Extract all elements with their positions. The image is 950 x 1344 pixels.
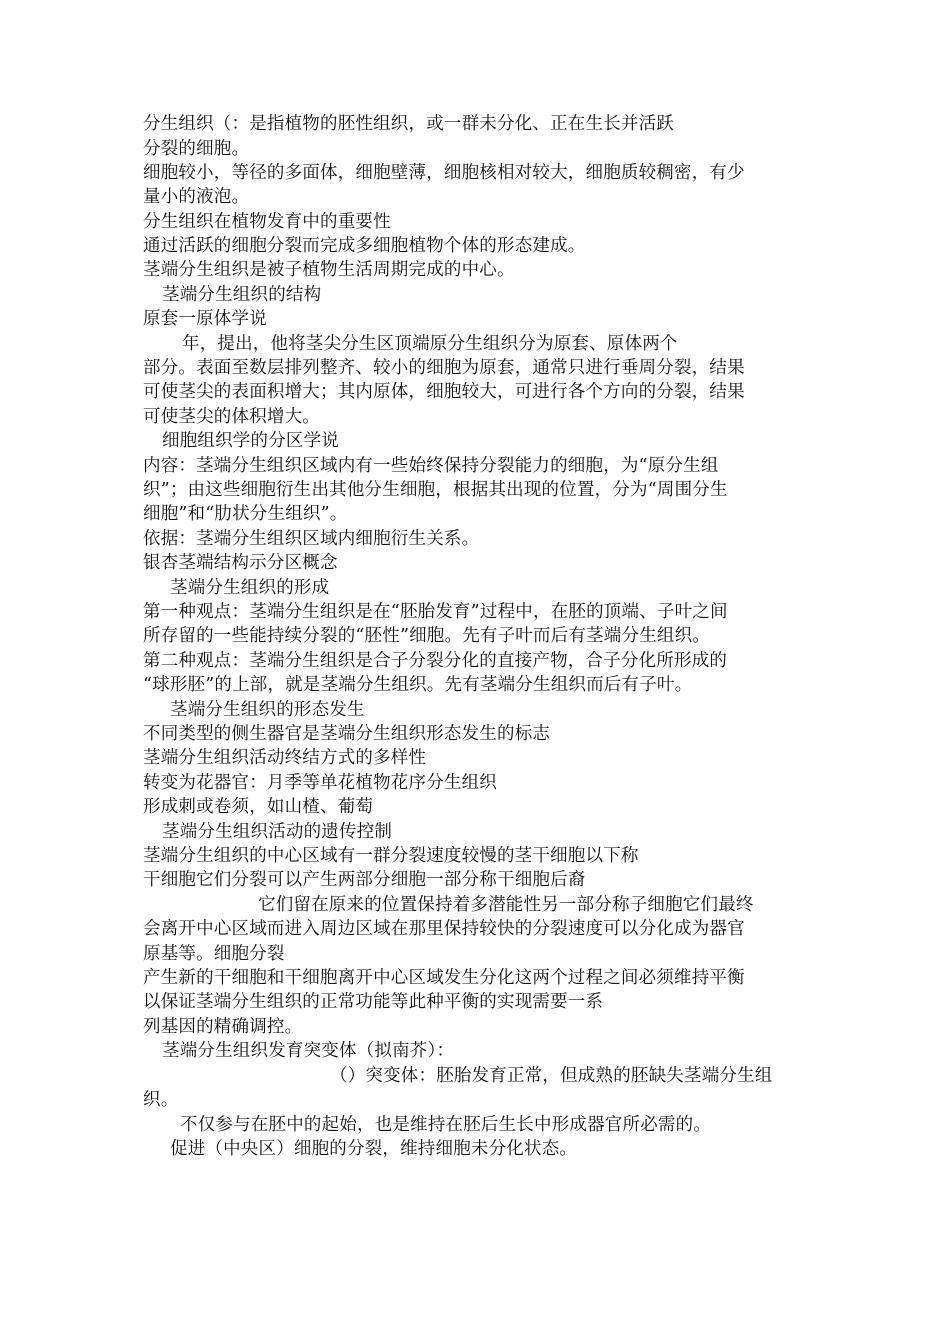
section-heading: 茎端分生组织的形态发生 <box>170 700 365 720</box>
section-heading: 茎端分生组织的形成 <box>170 578 330 598</box>
text-line: 内容：茎端分生组织区域内有一些始终保持分裂能力的细胞，为“原分生组 <box>143 456 719 476</box>
text-line: 茎端分生组织是被子植物生活周期完成的中心。 <box>143 260 515 280</box>
text-line: 分生组织（：是指植物的胚性组织，或一群未分化、正在生长并活跃 <box>143 114 674 134</box>
text-line: 产生新的干细胞和干细胞离开中心区域发生分化这两个过程之间必须维持平衡 <box>143 968 745 988</box>
text-line: 通过活跃的细胞分裂而完成多细胞植物个体的形态建成。 <box>143 236 586 256</box>
text-line: 原基等。细胞分裂 <box>143 944 285 964</box>
text-line: 细胞”和“肋状分生组织”。 <box>143 504 348 524</box>
text-line: 茎端分生组织的中心区域有一群分裂速度较慢的茎干细胞以下称 <box>143 846 639 866</box>
text-line: 年，提出，他将茎尖分生区顶端原分生组织分为原套、原体两个 <box>182 334 678 354</box>
text-line: （）突变体：胚胎发育正常，但成熟的胚缺失茎端分生组 <box>330 1066 773 1086</box>
text-line: 银杏茎端结构示分区概念 <box>143 553 338 573</box>
text-line: 不仅参与在胚中的起始，也是维持在胚后生长中形成器官所必需的。 <box>180 1115 711 1135</box>
text-line: 形成刺或卷须，如山楂、葡萄 <box>143 797 374 817</box>
section-heading: 茎端分生组织的结构 <box>162 285 322 305</box>
text-line: 织。 <box>143 1090 179 1110</box>
text-line: 它们留在原来的位置保持着多潜能性另一部分称子细胞它们最终 <box>258 895 754 915</box>
text-line: 第二种观点：茎端分生组织是合子分裂分化的直接产物，合子分化所形成的 <box>143 651 728 671</box>
subsection-heading: 原套一原体学说 <box>143 309 267 329</box>
text-line: 不同类型的侧生器官是茎端分生组织形态发生的标志 <box>143 724 551 744</box>
text-line: 所存留的一些能持续分裂的“胚性”细胞。先有子叶而后有茎端分生组织。 <box>143 626 710 646</box>
section-heading: 茎端分生组织发育突变体（拟南芥）： <box>162 1041 455 1061</box>
section-heading: 分生组织在植物发育中的重要性 <box>143 212 391 232</box>
text-line: 细胞较小，等径的多面体，细胞壁薄，细胞核相对较大，细胞质较稠密，有少 <box>143 163 745 183</box>
text-line: 量小的液泡。 <box>143 187 250 207</box>
text-line: 可使茎尖的表面积增大；其内原体，细胞较大，可进行各个方向的分裂，结果 <box>143 382 745 402</box>
text-line: 可使茎尖的体积增大。 <box>143 407 320 427</box>
text-line: 部分。表面至数层排列整齐、较小的细胞为原套，通常只进行垂周分裂，结果 <box>143 358 745 378</box>
text-line: 第一种观点：茎端分生组织是在“胚胎发育”过程中，在胚的顶端、子叶之间 <box>143 602 728 622</box>
text-line: 列基因的精确调控。 <box>143 1017 303 1037</box>
text-line: 茎端分生组织活动终结方式的多样性 <box>143 748 427 768</box>
text-line: 干细胞它们分裂可以产生两部分细胞一部分称干细胞后裔 <box>143 870 586 890</box>
text-line: “球形胚”的上部，就是茎端分生组织。先有茎端分生组织而后有子叶。 <box>143 675 693 695</box>
section-heading: 茎端分生组织活动的遗传控制 <box>162 822 393 842</box>
text-line: 会离开中心区域而进入周边区域在那里保持较快的分裂速度可以分化成为器官 <box>143 919 745 939</box>
subsection-heading: 细胞组织学的分区学说 <box>162 431 339 451</box>
text-line: 以保证茎端分生组织的正常功能等此种平衡的实现需要一系 <box>143 992 604 1012</box>
text-line: 促进（中央区）细胞的分裂，维持细胞未分化状态。 <box>170 1139 578 1159</box>
text-line: 分裂的细胞。 <box>143 139 250 159</box>
text-line: 依据：茎端分生组织区域内细胞衍生关系。 <box>143 529 480 549</box>
text-line: 织”；由这些细胞衍生出其他分生细胞，根据其出现的位置，分为“周围分生 <box>143 480 728 500</box>
text-line: 转变为花器官：月季等单花植物花序分生组织 <box>143 773 497 793</box>
